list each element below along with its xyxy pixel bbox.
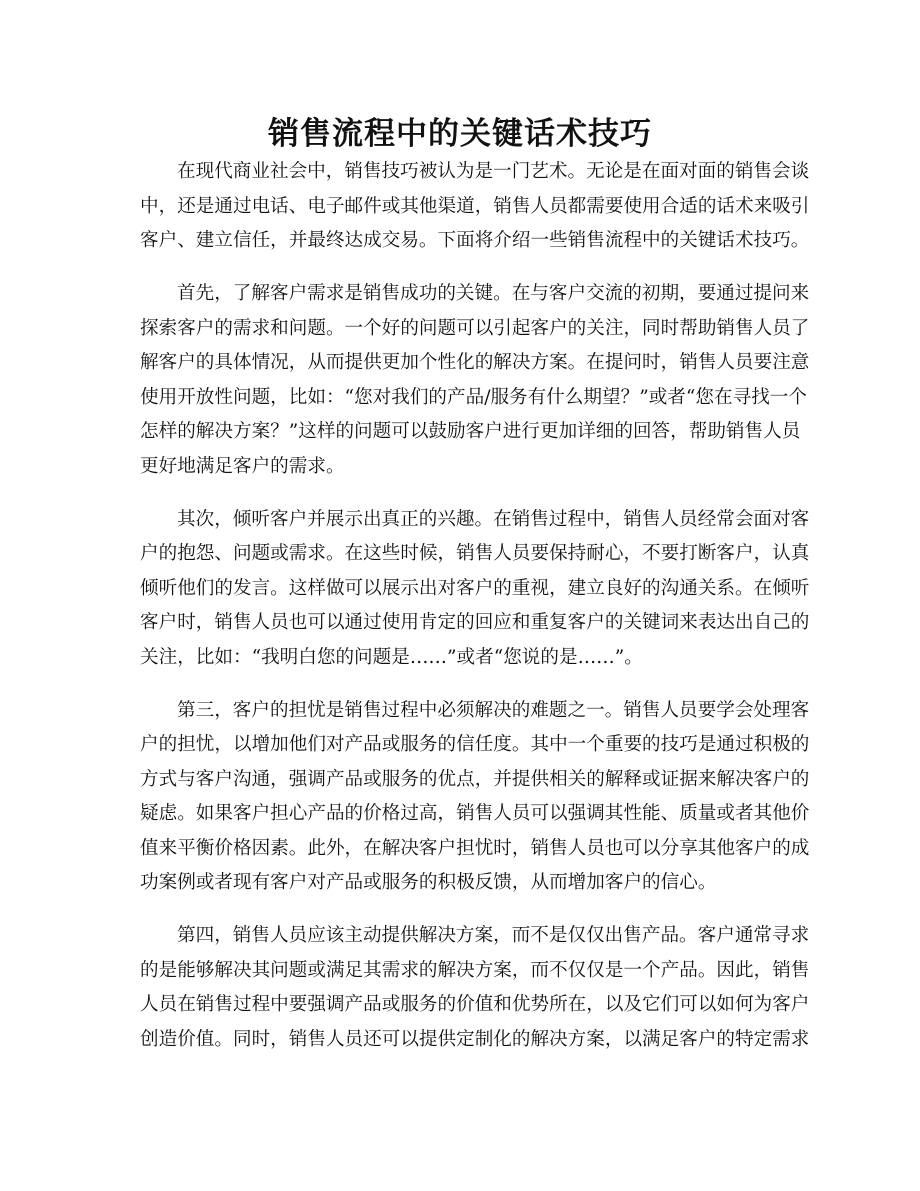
paragraph-line: 功案例或者现有客户对产品或服务的积极反馈，从而增加客户的信心。 [140, 872, 717, 893]
paragraph [140, 919, 810, 1057]
paragraph-line: 怎样的解决方案？”这样的问题可以鼓励客户进行更加详细的回答，帮助销售人员 [140, 421, 801, 442]
paragraph-line: 更好地满足客户的需求。 [140, 455, 345, 477]
paragraph-line: 值来平衡价格因素。此外，在解决客户担忧时，销售人员也可以分享其他客户的成 [140, 837, 810, 859]
paragraph [140, 155, 810, 259]
paragraph-line: 首先，了解客户需求是销售成功的关键。在与客户交流的初期，要通过提问来 [177, 283, 810, 304]
paragraph-line: 第三，客户的担忧是销售过程中必须解决的难题之一。销售人员要学会处理客 [177, 699, 810, 721]
document-title: 销售流程中的关键话术技巧 [268, 116, 652, 152]
paragraph-line: 疑虑。如果客户担心产品的价格过高，销售人员可以强调其性能、质量或者其他价 [140, 803, 810, 824]
paragraph-line: 其次，倾听客户并展示出真正的兴趣。在销售过程中，销售人员经常会面对客 [177, 508, 810, 530]
paragraph-line: 客户、建立信任，并最终达成交易。下面将介绍一些销售流程中的关键话术技巧。 [140, 230, 810, 251]
document-body [140, 155, 810, 1076]
paragraph-line: 户的担忧，以增加他们对产品或服务的信任度。其中一个重要的技巧是通过积极的 [140, 734, 810, 755]
paragraph-line: 在现代商业社会中，销售技巧被认为是一门艺术。无论是在面对面的销售会谈 [177, 161, 810, 182]
paragraph-line: 第四，销售人员应该主动提供解决方案，而不是仅仅出售产品。客户通常寻求 [177, 925, 810, 946]
paragraph-line: 客户时，销售人员也可以通过使用肯定的回应和重复客户的关键词来表达出自己的 [140, 612, 810, 633]
paragraph-line: 户的抱怨、问题或需求。在这些时候，销售人员要保持耐心，不要打断客户，认真 [140, 543, 810, 564]
paragraph-line: 中，还是通过电话、电子邮件或其他渠道，销售人员都需要使用合适的话术来吸引 [140, 195, 810, 217]
paragraph-line: 探索客户的需求和问题。一个好的问题可以引起客户的关注，同时帮助销售人员了 [140, 317, 810, 339]
paragraph-line: 解客户的具体情况，从而提供更加个性化的解决方案。在提问时，销售人员要注意 [140, 352, 810, 373]
paragraph-line: 方式与客户沟通，强调产品或服务的优点，并提供相关的解释或证据来解决客户的 [140, 768, 810, 790]
paragraph [140, 503, 810, 676]
paragraph-line: 使用开放性问题，比如：“您对我们的产品/服务有什么期望？”或者“您在寻找一个 [140, 386, 807, 408]
paragraph-line: 关注，比如：“我明白您的问题是……”或者“您说的是……”。 [140, 646, 643, 668]
paragraph-line: 的是能够解决其问题或满足其需求的解决方案，而不仅仅是一个产品。因此，销售 [140, 959, 810, 981]
paragraph-line: 创造价值。同时，销售人员还可以提供定制化的解决方案，以满足客户的特定需求 [140, 1028, 810, 1050]
paragraph-line: 倾听他们的发言。这样做可以展示出对客户的重视，建立良好的沟通关系。在倾听 [140, 577, 810, 599]
paragraph [140, 277, 810, 484]
paragraph-line: 人员在销售过程中要强调产品或服务的价值和优势所在，以及它们可以如何为客户 [140, 994, 810, 1015]
paragraph [140, 694, 810, 901]
